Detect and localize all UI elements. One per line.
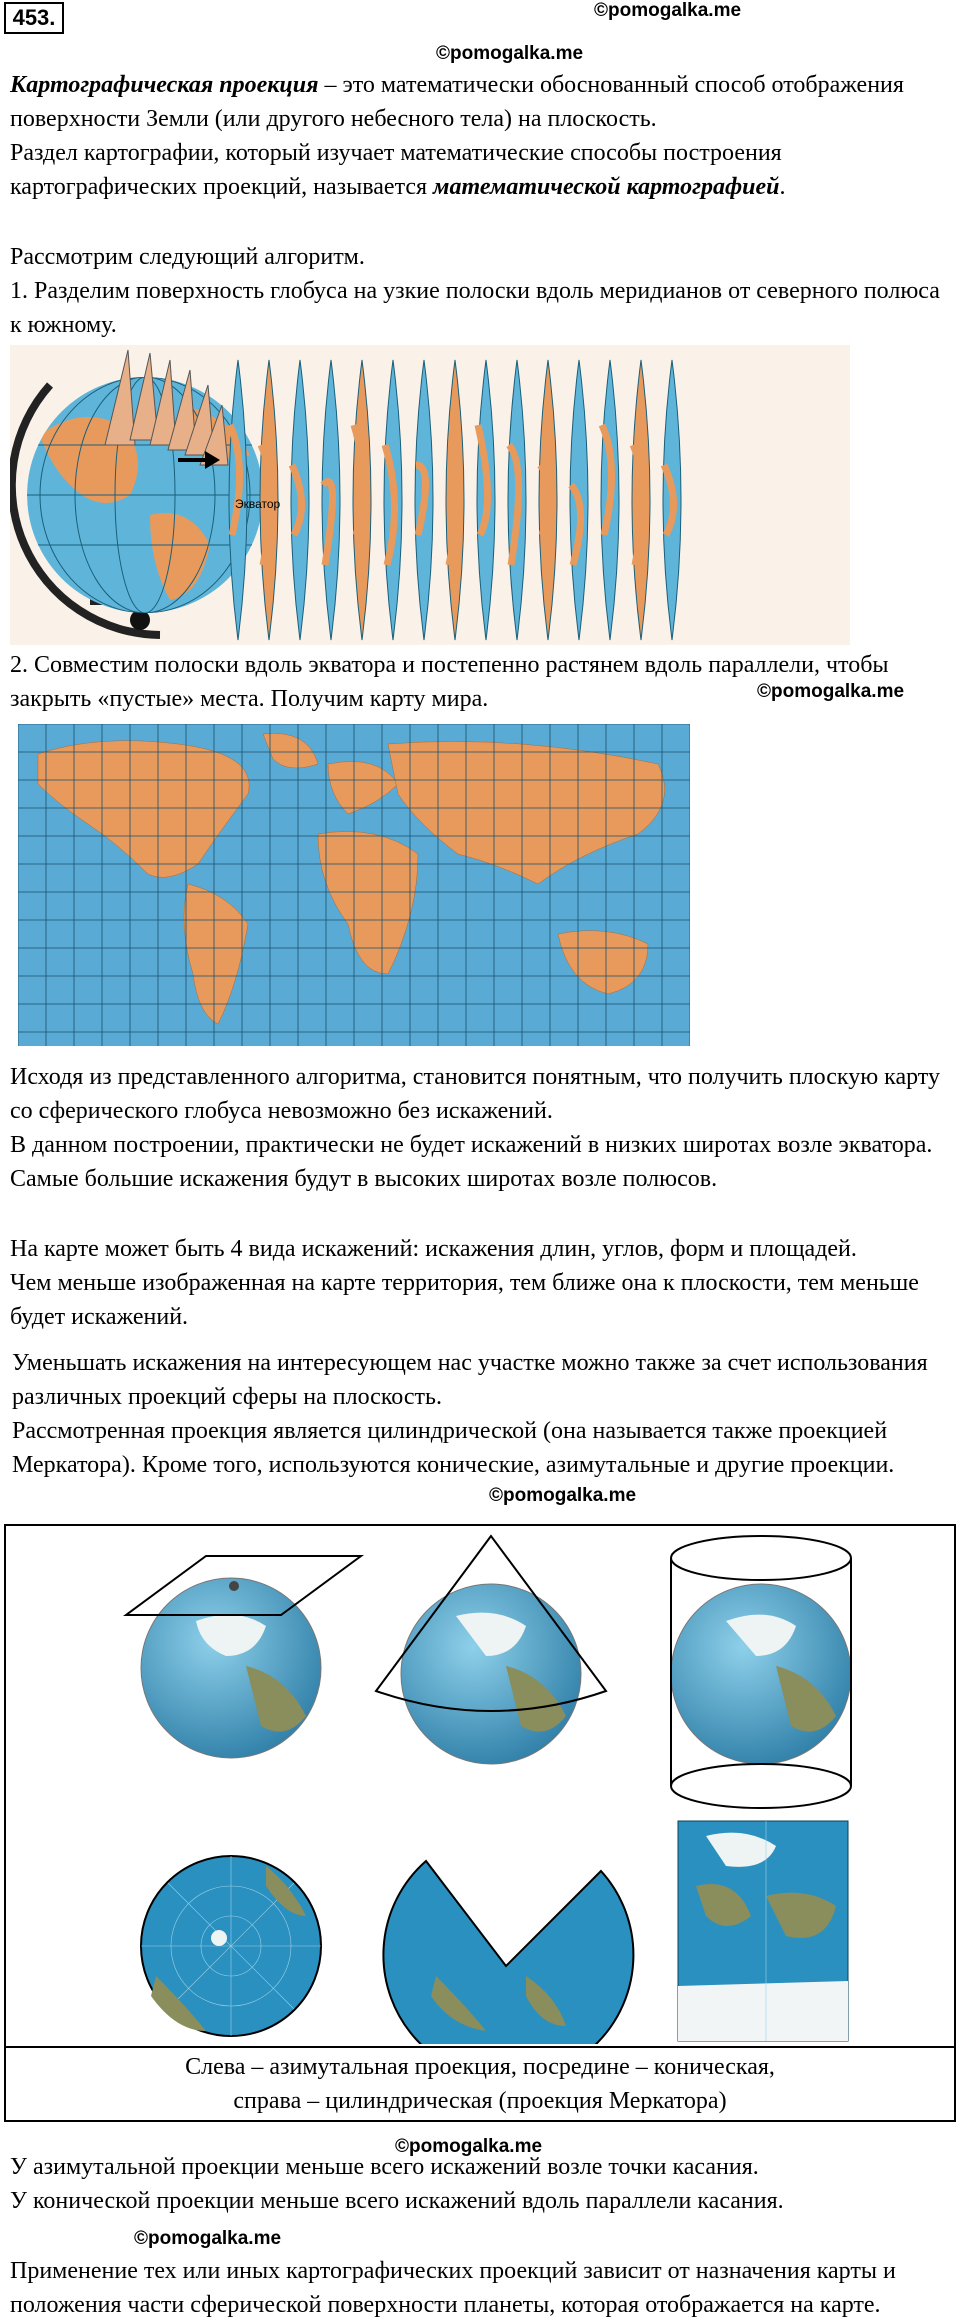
projections-caption — [6, 2046, 954, 2120]
watermark: ©pomogalka.me — [134, 2228, 282, 2249]
paragraph-distortions-intro: Исходя из представленного алгоритма, становится понятным, что получить плоскую карту со сферического глобуса невозможно без искажений. — [10, 1064, 940, 1124]
intro-definition: Картографическая проекция – это математически обоснованный способ отображения поверхности Земли (или другого небесного тела) на плоскость. — [10, 72, 904, 132]
equator-label: Экватор — [235, 497, 281, 511]
conic-map — [383, 1861, 633, 2044]
intro-section: Раздел картографии, который изучает математические способы построения картографических проекций, называется математической картографией. — [10, 140, 786, 200]
paragraph-territory-size: Чем меньше изображенная на карте территория, тем ближе она к плоскости, тем меньше будет искажений. — [10, 1270, 919, 1330]
world-map — [18, 724, 690, 1046]
closing-conic: У конической проекции меньше всего искажений вдоль параллели касания. — [10, 2188, 784, 2214]
watermark: ©pomogalka.me — [436, 43, 584, 64]
paragraph-distortions-latitudes: В данном построении, практически не будет искажений в низких широтах возле экватора. Самые большие искажения будут в высоких широтах возле полюсов. — [10, 1132, 933, 1192]
projections-figure — [4, 1524, 956, 2122]
mercator-map — [678, 1821, 848, 2041]
azimuthal-map — [141, 1856, 321, 2036]
paragraph-distortion-types: На карте может быть 4 вида искажений: искажения длин, углов, форм и площадей. — [10, 1236, 857, 1262]
paragraph-reduce-distortions: Уменьшать искажения на интересующем нас участке можно также за счет использования различных проекций сферы на плоскость. — [12, 1350, 928, 1410]
caption-line-1: Слева – азимутальная проекция, посредине – коническая, — [185, 2054, 775, 2080]
paragraph-mercator: Рассмотренная проекция является цилиндрической (она называется также проекцией Меркатора). Кроме того, используются конические, азимутальные и другие проекции. — [12, 1418, 895, 1478]
task-number: 453. — [4, 2, 64, 34]
conic-globe — [376, 1536, 606, 1764]
caption-line-2: справа – цилиндрическая (проекция Меркатора) — [233, 2088, 727, 2114]
projections-illustration — [6, 1526, 954, 2044]
algorithm-step-1: 1. Разделим поверхность глобуса на узкие полоски вдоль меридианов от северного полюса к южному. — [10, 278, 940, 338]
watermark: ©pomogalka.me — [594, 0, 742, 21]
cylindrical-globe — [671, 1536, 851, 1808]
watermark: ©pomogalka.me — [757, 681, 905, 702]
azimuthal-globe — [126, 1556, 361, 1758]
watermark: ©pomogalka.me — [489, 1485, 637, 1506]
algorithm-heading: Рассмотрим следующий алгоритм. — [10, 244, 365, 270]
watermark: ©pomogalka.me — [395, 2136, 543, 2157]
closing-usage: Применение тех или иных картографических проекций зависит от назначения карты и положения части сферической поверхности планеты, которая отображается на карте. — [10, 2258, 896, 2318]
globe-gores-illustration — [10, 345, 850, 645]
gore-strips — [229, 360, 681, 640]
algorithm-step-2: 2. Совместим полоски вдоль экватора и постепенно растянем вдоль параллели, чтобы закрыть «пустые» места. Получим карту мира. — [10, 652, 889, 712]
closing-azimuthal: У азимутальной проекции меньше всего искажений возле точки касания. — [10, 2154, 759, 2180]
